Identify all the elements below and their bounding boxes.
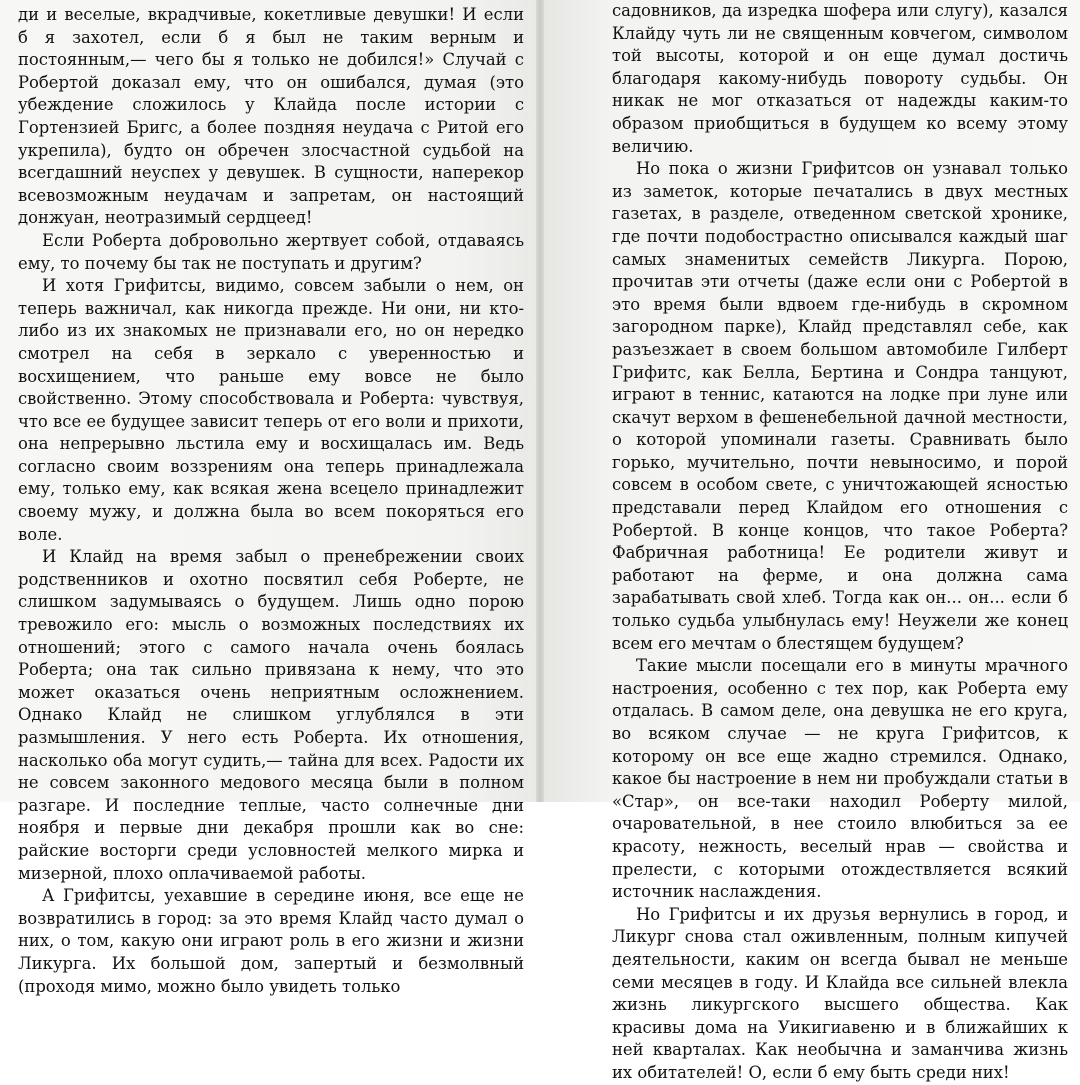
- right-paragraph-2: Но пока о жизни Грифитсов он узнавал только из заметок, которые печатались в двух местных газетах, в разделе, отведенном светской хронике, где почти подобострастно описывался каждый шаг самых знаменитых семейств Ликурга. Порою, прочитав эти отчеты (даже если они с Робертой в это время были вдвоем где-нибудь в скромном загородном парке), Клайд представлял себе, как разъезжает в своем большом автомобиле Гилберт Грифитс, как Белла, Бертина и Сондра танцуют, играют в теннис, катаются на лодке при луне или скачут верхом в фешенебельной дачной местности, о которой упоминали газеты. Сравнивать было горько, мучительно, почти невыносимо, и порой совсем в особом свете, с уничтожающей ясностью представали перед Клайдом его отношения с Робертой. В конце концов, что такое Роберта? Фабричная работница! Ее родители живут и работают на ферме, и она должна сама зарабатывать свой хлеб. Тогда как он... он... если б только судьба улыбнулась ему! Неужели же конец всем его мечтам о блестящем будущем?: [612, 159, 1068, 653]
- right-paragraph-4: Но Грифитсы и их друзья вернулись в город, и Ликург снова стал оживленным, полным кипучей деятельности, каким он всегда бывал не меньше семи месяцев в году. И Клайда все сильней влекла жизнь ликургского высшего общества. Как красивы дома на Уикигиавеню и в ближайших к ней кварталах. Как необычна и заманчива жизнь их обитателей! О, если б ему быть среди них!: [612, 904, 1068, 1082]
- left-paragraph-1: ди и веселые, вкрадчивые, кокетливые девушки! И если б я захотел, если б я был не таким верным и постоянным,— чего бы я только не добился!» Случай с Робертой доказал ему, что он ошибался, думая (это убеждение сложилось у Клайда после истории с Гортензией Бригс, а более поздняя неудача с Ритой его укрепила), будто он обречен злосчастной судьбой на всегдашний неуспех у девушек. В сущности, наперекор всевозможным неудачам и запретам, он настоящий донжуан, неотразимый сердцеед!: [18, 5, 524, 228]
- right-paragraph-1: садовников, да изредка шофера или слугу), казался Клайду чуть ли не священным ковчегом, символом той высоты, которой и он еще думал достичь благодаря какому-нибудь повороту судьбы. Он никак не мог отказаться от надежды каким-то образом приобщиться в будущем ко всему этому величию.: [612, 1, 1068, 156]
- left-page: [0, 0, 536, 996]
- right-paragraph-3: Такие мысли посещали его в минуты мрачного настроения, особенно с тех пор, как Роберта ему отдалась. В самом деле, она девушка не его круга, во всяком случае — не круга Грифитсов, к которому он все еще жадно стремился. Однако, какое бы настроение в нем ни пробуждали статьи в «Стар», он все-таки находил Роберту милой, очаровательной, в нее стоило влюбиться за ее красоту, нежность, веселый нрав — свойства и прелести, с которыми отождествляется всякий источник наслаждения.: [612, 656, 1068, 902]
- left-paragraph-4: И Клайд на время забыл о пренебрежении своих родственников и охотно посвятил себя Роберте, не слишком задумываясь о будущем. Лишь одно порою тревожило его: мысль о возможных последствиях их отношений; этого с самого начала очень боялась Роберта; она так сильно привязана к нему, что это может оказаться очень неприятным осложнением. Однако Клайд не слишком углублялся в эти размышления. У него есть Роберта. Их отношения, насколько оба могут судить,— тайна для всех. Радости их не совсем законного медового месяца были в полном разгаре. И последние теплые, часто солнечные дни ноября и первые дни декабря прошли как во сне: райские восторги среди условностей мелкого мирка и мизерной, плохо оплачиваемой работы.: [18, 547, 524, 883]
- book-gutter: [536, 0, 544, 802]
- left-paragraph-2: Если Роберта добровольно жертвует собой, отдаваясь ему, то почему бы так не поступать и другим?: [18, 230, 524, 273]
- left-paragraph-3: И хотя Грифитсы, видимо, совсем забыли о нем, он теперь важничал, как никогда прежде. Ни они, ни кто-либо из их знакомых не признавали его, но он нередко смотрел на себя в зеркало с уверенностью и восхищением, что раньше ему вовсе не было свойственно. Этому способствовала и Роберта: чувствуя, что все ее будущее зависит теперь от его воли и прихоти, она непрерывно льстила ему и восхищалась им. Ведь согласно своим воззрениям она теперь принадлежала ему, только ему, как всякая жена всецело принадлежит своему мужу, и должна была во всем покоряться его воле.: [18, 276, 524, 544]
- right-page: [544, 0, 1080, 1082]
- left-paragraph-5: А Грифитсы, уехавшие в середине июня, все еще не возвратились в город: за это время Клайд часто думал о них, о том, какую они играют роль в его жизни и жизни Ликурга. Их большой дом, запертый и безмолвный (проходя мимо, можно было увидеть только: [18, 886, 524, 996]
